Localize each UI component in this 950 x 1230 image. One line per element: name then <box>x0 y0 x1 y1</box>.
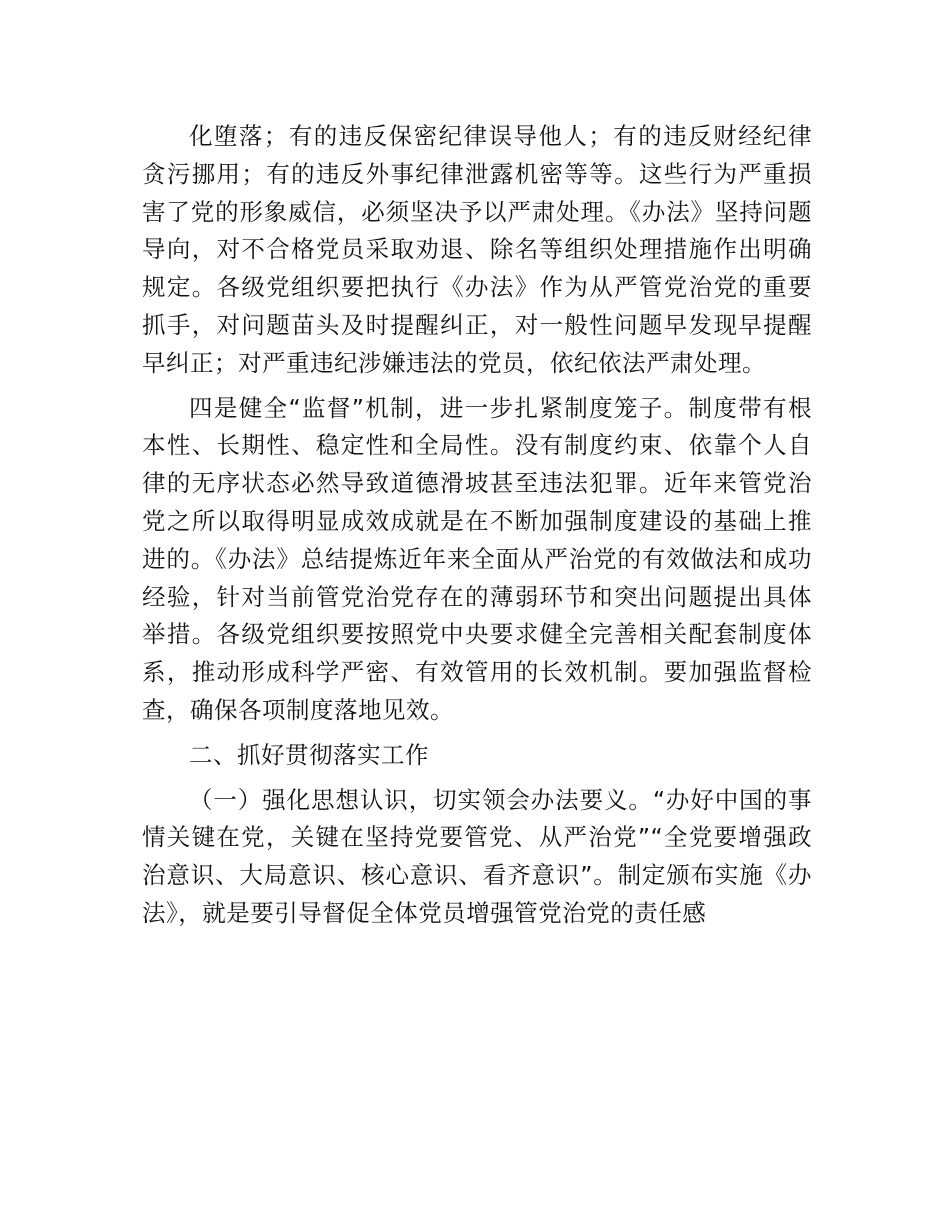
document-page <box>142 118 812 933</box>
paragraph-discipline-violations: 化堕落；有的违反保密纪律误导他人；有的违反财经纪律贪污挪用；有的违反外事纪律泄露机密等等。这些行为严重损害了党的形象威信，必须坚决予以严肃处理。《办法》坚持问题导向，对不合格党员采取劝退、除名等组织处理措施作出明确规定。各级党组织要把执行《办法》作为从严管党治党的重要抓手，对问题苗头及时提醒纠正，对一般性问题早发现早提醒早纠正；对严重违纪涉嫌违法的党员，依纪依法严肃处理。 <box>142 122 812 377</box>
section-heading-implementation: 二、抓好贯彻落实工作 <box>189 740 429 769</box>
paragraph-supervision-mechanism: 四是健全“监督”机制，进一步扎紧制度笼子。制度带有根本性、长期性、稳定性和全局性。没有制度约束、依靠个人自律的无序状态必然导致道德滑坡甚至违法犯罪。近年来管党治党之所以取得明显成效成就是在不断加强制度建设的基础上推进的。《办法》总结提炼近年来全面从严治党的有效做法和成功经验，针对当前管党治党存在的薄弱环节和突出问题提出具体举措。各级党组织要按照党中央要求健全完善相关配套制度体系，推动形成科学严密、有效管用的长效机制。要加强监督检查，确保各项制度落地见效。 <box>142 393 812 724</box>
paragraph-strengthen-awareness: （一）强化思想认识，切实领会办法要义。“办好中国的事情关键在党，关键在坚持党要管党、从严治党”“全党要增强政治意识、大局意识、核心意识、看齐意识”。制定颁布实施《办法》，就是要引导督促全体党员增强管党治党的责任感 <box>142 785 812 927</box>
